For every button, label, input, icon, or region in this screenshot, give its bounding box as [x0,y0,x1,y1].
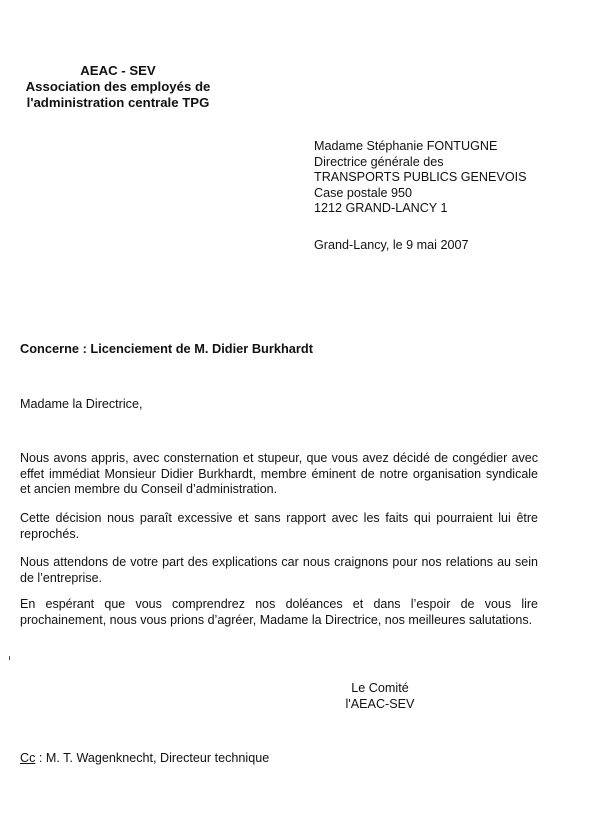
body-paragraph-1: Nous avons appris, avec consternation et stupeur, que vous avez décidé de congédier avec effet immédiat Monsieur Didier Burkhardt, membre éminent de notre organisation syndicale et ancien membre du Conseil d’administration. [20,451,538,496]
letter-date: Grand-Lancy, le 9 mai 2007 [314,238,469,252]
recipient-address [314,139,527,217]
recipient-po-box: Case postale 950 [314,185,413,200]
body-paragraph-2: Cette décision nous paraît excessive et sans rapport avec les faits qui pourraient lui être reprochés. [20,511,538,541]
sender-acronym: AEAC - SEV [80,63,156,78]
signature-block [340,681,420,712]
recipient-title: Directrice générale des [314,154,444,169]
sender-block [20,63,216,111]
recipient-city: 1212 GRAND-LANCY 1 [314,201,448,215]
sender-name-line2: l'administration centrale TPG [26,95,210,110]
signature-line-2: l'AEAC-SEV [345,696,415,711]
letter-salutation: Madame la Directrice, [20,397,143,411]
signature-line-1: Le Comité [351,681,409,695]
body-paragraph-4: En espérant que vous comprendrez nos doléances et dans l’espoir de vous lire prochainement, nous vous prions d’agréer, Madame la Directrice, nos meilleures salutations. [20,597,538,627]
recipient-organization: TRANSPORTS PUBLICS GENEVOIS [314,170,527,184]
cc-recipient: : M. T. Wagenknecht, Directeur technique [35,751,270,765]
recipient-name: Madame Stéphanie FONTUGNE [314,139,498,153]
cc-label: Cc [20,751,36,765]
sender-name-line1: Association des employés de [25,79,211,94]
carbon-copy-line [20,751,269,765]
scan-speck [9,656,10,660]
body-paragraph-3: Nous attendons de votre part des explications car nous craignons pour nos relations au sein de l’entreprise. [20,555,538,585]
letter-subject: Concerne : Licenciement de M. Didier Burkhardt [20,341,313,356]
